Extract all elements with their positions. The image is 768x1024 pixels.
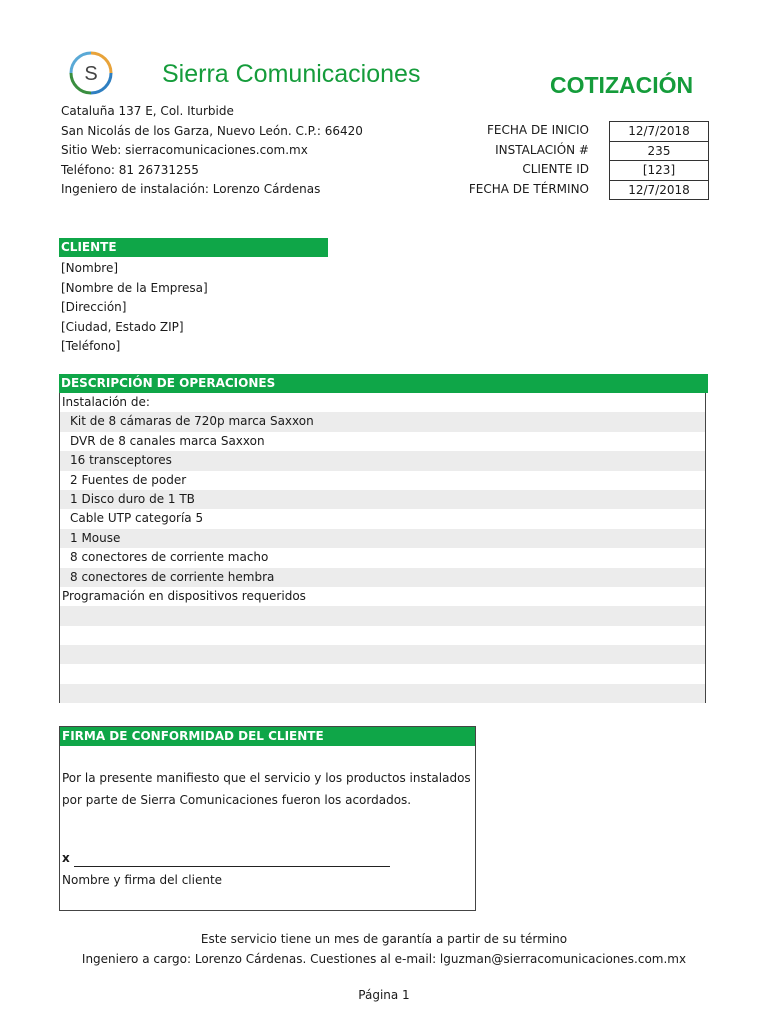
- phone-line: Teléfono: 81 26731255: [61, 162, 199, 177]
- logo-letter: S: [84, 63, 98, 85]
- meta-label-end-date: FECHA DE TÉRMINO: [468, 181, 589, 196]
- table-row: Kit de 8 cámaras de 720p marca Saxxon: [60, 412, 705, 431]
- cliente-heading: CLIENTE: [59, 238, 328, 257]
- operaciones-table: [59, 393, 706, 703]
- table-row: DVR de 8 canales marca Saxxon: [70, 433, 265, 448]
- company-address: [61, 102, 363, 200]
- operaciones-heading: DESCRIPCIÓN DE OPERACIONES: [59, 374, 708, 393]
- table-row: 2 Fuentes de poder: [70, 472, 187, 487]
- table-row: 16 transceptores: [60, 451, 705, 470]
- table-row: [60, 606, 705, 625]
- website-line: Sitio Web: sierracomunicaciones.com.mx: [61, 143, 308, 157]
- address-line: San Nicolás de los Garza, Nuevo León. C.P.: 66420: [61, 123, 363, 138]
- meta-value-end-date: 12/7/2018: [610, 181, 708, 201]
- firma-section: [59, 726, 476, 911]
- table-row: Programación en dispositivos requeridos: [62, 588, 306, 603]
- meta-value-start-date: 12/7/2018: [610, 122, 708, 142]
- table-row: Cable UTP categoría 5: [70, 511, 204, 526]
- company-name: Sierra Comunicaciones: [162, 60, 421, 88]
- cliente-phone: [Teléfono]: [61, 339, 121, 353]
- table-row: 1 Disco duro de 1 TB: [60, 490, 705, 509]
- address-line: Cataluña 137 E, Col. Iturbide: [61, 104, 234, 118]
- meta-label-start-date: FECHA DE INICIO: [487, 123, 589, 137]
- meta-value-client-id: [123]: [610, 161, 708, 181]
- signature-line: [74, 866, 390, 867]
- meta-label-installation: INSTALACIÓN #: [495, 142, 589, 157]
- firma-statement: Por la presente manifiesto que el servicio y los productos instalados por parte de Sierra Comunicaciones fueron los acordados.: [62, 771, 471, 807]
- meta-values: [609, 121, 709, 200]
- meta-value-installation: 235: [610, 142, 708, 162]
- table-row: [60, 626, 705, 645]
- company-logo: [68, 50, 114, 96]
- meta-labels: [440, 121, 589, 199]
- cliente-address: [Dirección]: [61, 300, 127, 314]
- footer-warranty: Este servicio tiene un mes de garantía a partir de su término: [200, 932, 568, 946]
- table-row: Instalación de:: [62, 395, 150, 409]
- firma-heading: FIRMA DE CONFORMIDAD DEL CLIENTE: [60, 727, 475, 746]
- logo-ring-icon: [68, 50, 114, 96]
- cliente-city: [Ciudad, Estado ZIP]: [61, 319, 184, 334]
- table-row: [60, 645, 705, 664]
- signature-label: Nombre y firma del cliente: [62, 873, 223, 887]
- signature-x-mark: x: [62, 851, 70, 865]
- footer-contact: Ingeniero a cargo: Lorenzo Cárdenas. Cuestiones al e-mail: lguzman@sierracomunicaciones.com.mx: [81, 952, 687, 966]
- page-number: Página 1: [358, 988, 410, 1002]
- cliente-info: [61, 259, 208, 357]
- meta-label-client-id: CLIENTE ID: [522, 162, 589, 176]
- cliente-company: [Nombre de la Empresa]: [61, 280, 208, 295]
- engineer-line: Ingeniero de instalación: Lorenzo Cárdenas: [61, 182, 321, 196]
- table-row: 8 conectores de corriente macho: [70, 550, 269, 565]
- table-row: [60, 684, 705, 703]
- cliente-name: [Nombre]: [61, 261, 119, 275]
- table-row: 8 conectores de corriente hembra: [60, 568, 705, 587]
- table-row: [60, 664, 705, 683]
- document-title: COTIZACIÓN: [550, 72, 694, 98]
- table-row: 1 Mouse: [60, 529, 705, 548]
